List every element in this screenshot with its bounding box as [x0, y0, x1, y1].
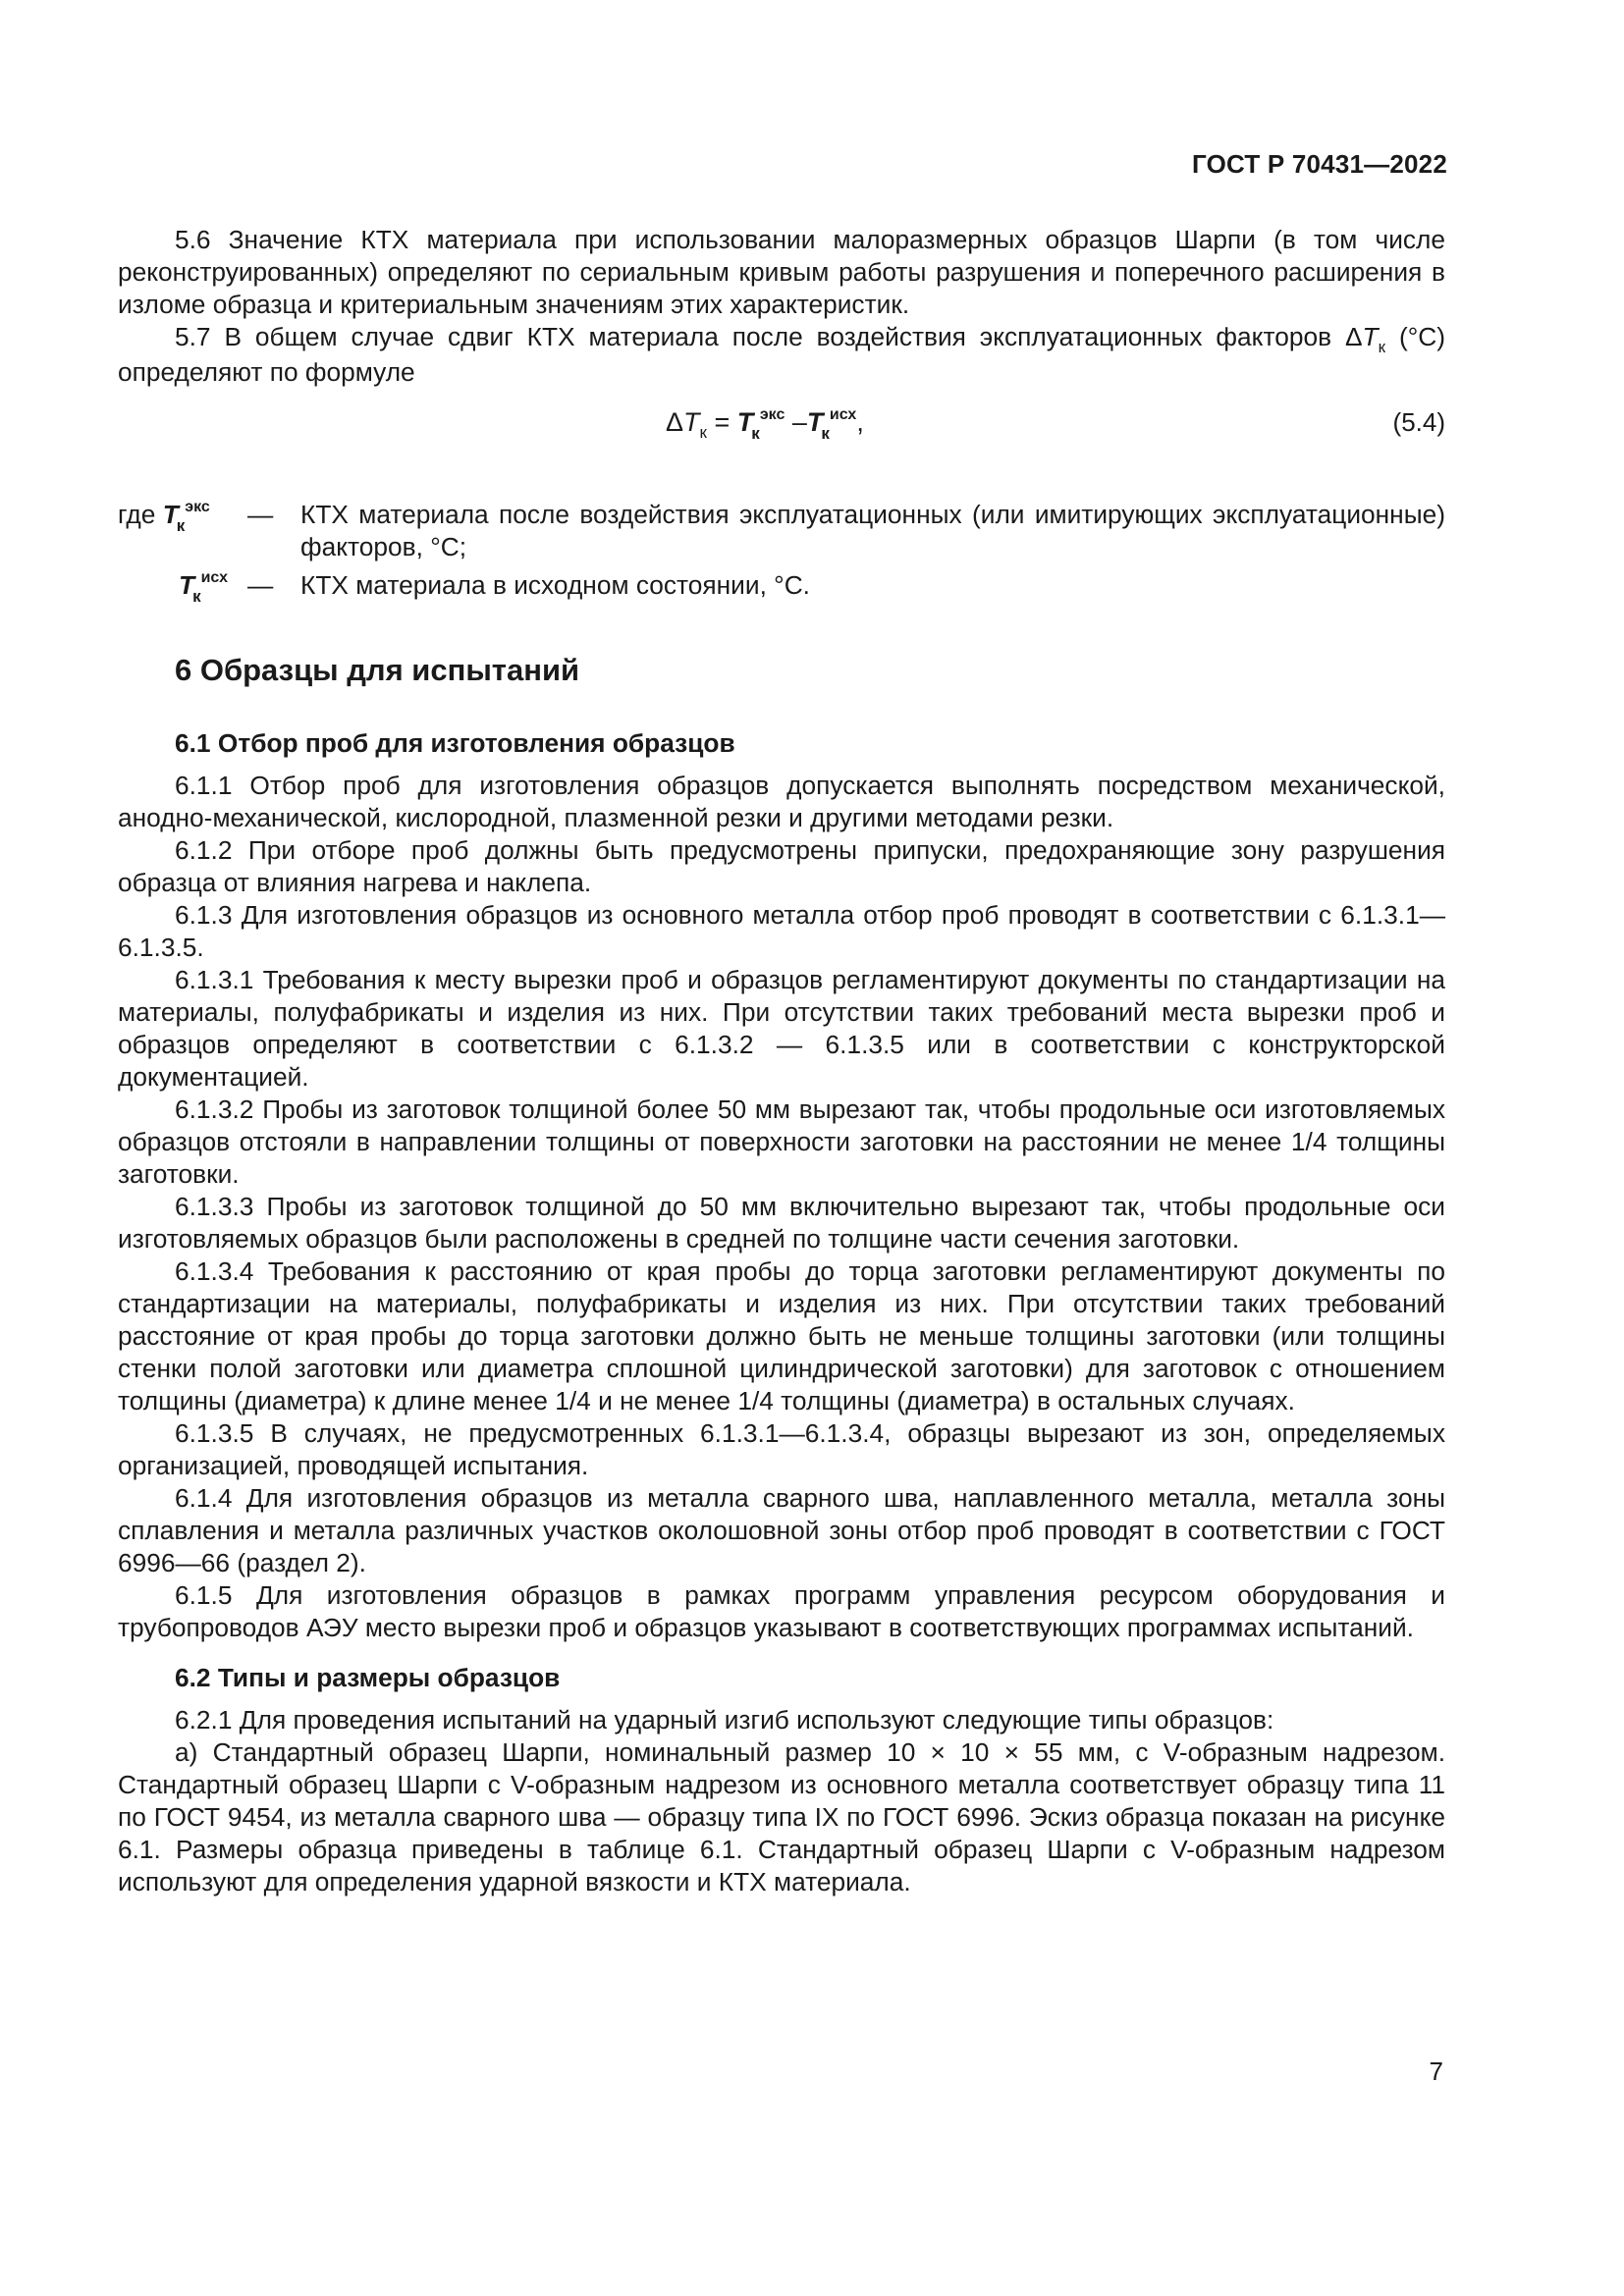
- formula-k-eks: к: [751, 424, 760, 443]
- paragraph-5-6: 5.6 Значение КТХ материала при использовании малоразмерных образцов Шарпи (в том числе реконструированных) определяют по сериальным кривым работы разрушения и поперечного расширения в изломе образца и критериальным значениям этих характеристик.: [118, 225, 1445, 319]
- page-content: [118, 224, 1445, 1898]
- subsection-6-1-heading: 6.1 Отбор проб для изготовления образцов: [175, 728, 735, 758]
- formula-number: (5.4): [1392, 407, 1445, 437]
- formula-equals: =: [714, 407, 731, 437]
- formula-k: к: [699, 423, 707, 442]
- where-k-eks: к: [176, 516, 186, 535]
- where-label: где: [118, 500, 156, 529]
- paragraph-6-1-5: 6.1.5 Для изготовления образцов в рамках программ управления ресурсом оборудования и трубопроводов АЭУ место вырезки проб и образцов указывают в соответствующих программах испытаний.: [118, 1580, 1445, 1642]
- paragraph-6-1-3-1: 6.1.3.1 Требования к месту вырезки проб и образцов регламентируют документы по стандартизации на материалы, полуфабрикаты и изделия из них. При отсутствии таких требований места вырезки проб и образцов определяют в соответствии с 6.1.3.2 — 6.1.3.5 или в соответствии с конструкторской документацией.: [118, 965, 1445, 1092]
- paragraph-6-1-4: 6.1.4 Для изготовления образцов из металла сварного шва, наплавленного металла, металла зоны сплавления и металла различных участков околошовной зоны отбор проб проводят в соответствии с ГОСТ 6996—66 (раздел 2).: [118, 1483, 1445, 1577]
- where-sup-isx: исх: [200, 569, 229, 586]
- where-k-isx: к: [192, 587, 201, 606]
- where-sup-eks: экс: [185, 499, 210, 515]
- k-subscript: к: [1378, 338, 1386, 356]
- where-t-eks: T: [162, 500, 179, 529]
- paragraph-6-1-3-5: 6.1.3.5 В случаях, не предусмотренных 6.1.3.1—6.1.3.4, образцы вырезают из зон, определяемых организацией, проводящей испытания.: [118, 1418, 1445, 1480]
- page-number: 7: [1429, 2056, 1443, 2086]
- paragraph-6-1-3-3: 6.1.3.3 Пробы из заготовок толщиной до 50 мм включительно вырезают так, чтобы продольные оси изготовляемых образцов были расположены в средней по толщине части сечения заготовки.: [118, 1192, 1445, 1254]
- where-t-isx: T: [179, 570, 195, 600]
- formula-k-isx: к: [821, 424, 830, 443]
- where-block: [118, 499, 1445, 606]
- delta-symbol: Δ: [1344, 322, 1363, 351]
- where-description-eks: КТХ материала после воздействия эксплуатационных (или имитирующих эксплуатационные) факторов, °C;: [300, 500, 1445, 561]
- formula-t: T: [683, 407, 700, 437]
- where-row-isx: [118, 569, 1445, 606]
- paragraph-6-1-2: 6.1.2 При отборе проб должны быть предусмотрены припуски, предохраняющие зону разрушения образца от влияния нагрева и наклепа.: [118, 835, 1445, 897]
- formula-sup-eks: экс: [759, 406, 785, 423]
- formula-delta: Δ: [666, 407, 684, 437]
- formula-comma: ,: [856, 407, 864, 437]
- t-symbol: T: [1362, 322, 1379, 351]
- formula-5-4: [118, 406, 1445, 473]
- where-dash: —: [247, 500, 274, 529]
- section-6-heading: 6 Образцы для испытаний: [175, 653, 580, 687]
- formula-t-eks: T: [736, 407, 754, 437]
- where-row-eks: [118, 499, 1445, 563]
- paragraph-6-1-3-4: 6.1.3.4 Требования к расстоянию от края пробы до торца заготовки регламентируют документы по стандартизации на материалы, полуфабрикаты и изделия из них. При отсутствии таких требований расстояние от края пробы до торца заготовки должно быть не меньше толщины заготовки (или толщины стенки полой заготовки или диаметра сплошной цилиндрической заготовки) для заготовок с отношением толщины (диаметра) к длине менее 1/4 и не менее 1/4 толщины (диаметра) в остальных случаях.: [118, 1256, 1445, 1415]
- formula-t-isx: T: [806, 407, 824, 437]
- formula-minus: –: [791, 407, 807, 437]
- paragraph-5-7-suffix: (°C) определяют по формуле: [118, 322, 1445, 387]
- paragraph-6-1-3-2: 6.1.3.2 Пробы из заготовок толщиной более 50 мм вырезают так, чтобы продольные оси изготовляемых образцов отстояли в направлении толщины от поверхности заготовки на расстоянии не менее 1/4 толщины заготовки.: [118, 1095, 1445, 1189]
- paragraph-6-2-1: 6.2.1 Для проведения испытаний на ударный изгиб используют следующие типы образцов:: [175, 1705, 1274, 1735]
- document-header: ГОСТ Р 70431—2022: [1192, 149, 1447, 179]
- paragraph-5-7-prefix: 5.7 В общем случае сдвиг КТХ материала после воздействия эксплуатационных факторов: [175, 322, 1332, 351]
- paragraph-6-1-1: 6.1.1 Отбор проб для изготовления образцов допускается выполнять посредством механической, анодно-механической, кислородной, плазменной резки и другими методами резки.: [118, 771, 1445, 832]
- where-description-isx: КТХ материала в исходном состоянии, °C.: [300, 570, 810, 600]
- where-dash: —: [247, 570, 274, 600]
- paragraph-6-1-3: 6.1.3 Для изготовления образцов из основного металла отбор проб проводят в соответствии с 6.1.3.1—6.1.3.5.: [118, 900, 1445, 962]
- subsection-6-2-heading: 6.2 Типы и размеры образцов: [175, 1663, 561, 1692]
- paragraph-6-2-1-a: а) Стандартный образец Шарпи, номинальный размер 10 × 10 × 55 мм, с V-образным надрезом. Стандартный образец Шарпи с V-образным надрезом из основного металла соответствует образцу типа 11 по ГОСТ 9454, из металла сварного шва — образцу типа IX по ГОСТ 6996. Эскиз образца показан на рисунке 6.1. Размеры образца приведены в таблице 6.1. Стандартный образец Шарпи с V-образным надрезом используют для определения ударной вязкости и КТХ материала.: [118, 1737, 1445, 1896]
- formula-sup-isx: исх: [829, 406, 857, 423]
- paragraph-5-7: [118, 321, 1445, 389]
- formula-expression: [666, 406, 864, 443]
